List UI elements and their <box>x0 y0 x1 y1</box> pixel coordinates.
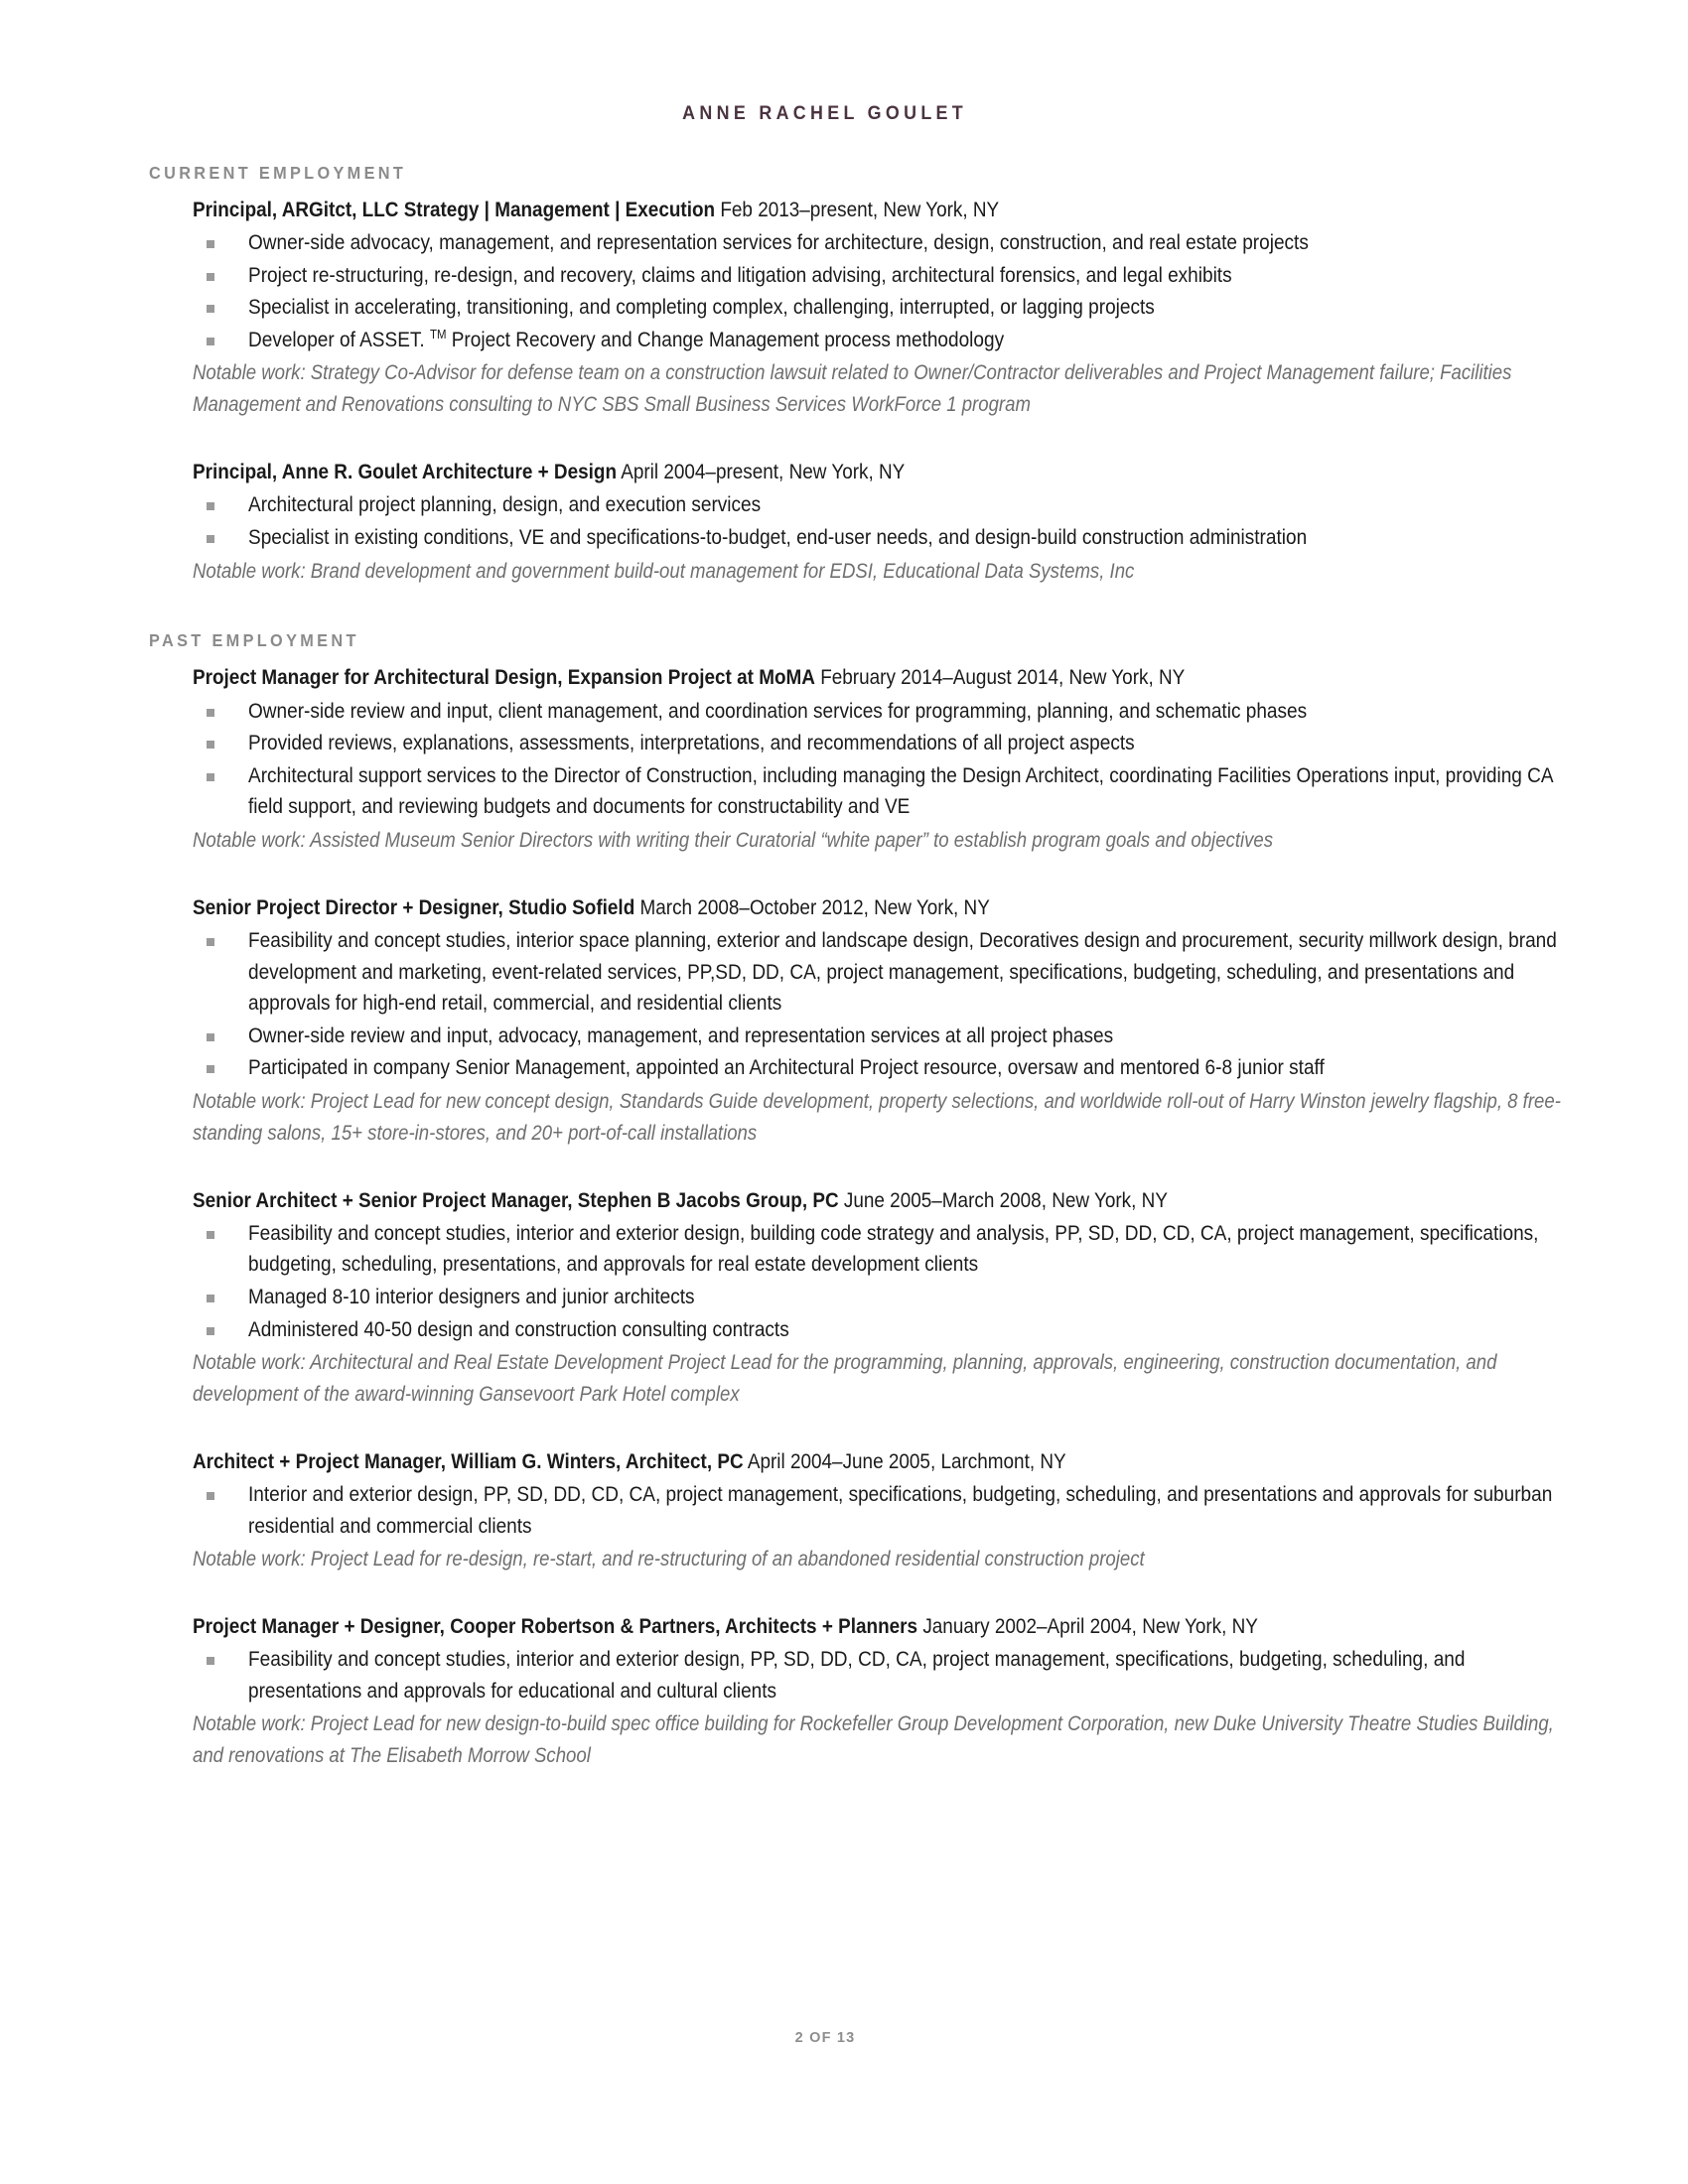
job-entry <box>193 457 1571 587</box>
bullet-text: Architectural support services to the Director of Construction, including managing the Design Architect, coordinating Facilities Operations input, providing CA field support, and reviewing budgets and documents for constructability and VE <box>248 762 1553 819</box>
job-bullet-list <box>193 1479 1571 1542</box>
job-entry <box>193 892 1571 1150</box>
bullet-text: Provided reviews, explanations, assessments, interpretations, and recommendations of all project aspects <box>248 731 1135 755</box>
bullet-text: Managed 8-10 interior designers and junior architects <box>248 1285 695 1308</box>
job-bullet-list <box>193 227 1571 355</box>
list-item <box>193 1021 1571 1052</box>
job-bullet-list <box>193 1644 1571 1706</box>
list-item <box>193 1282 1571 1313</box>
job-entry <box>193 662 1571 856</box>
list-item <box>193 1218 1571 1281</box>
notable-work: Notable work: Project Lead for new concept design, Standards Guide development, property selections, and worldwide roll-out of Harry Winston jewelry flagship, 8 free-standing salons, 15+ store-in-stores, and 20+ port-of-call installations <box>193 1089 1561 1145</box>
list-item <box>193 925 1571 1020</box>
list-item-trademark <box>193 325 1571 356</box>
bullet-text: Feasibility and concept studies, interior space planning, exterior and landscape design, Decoratives design and procurement, security millwork design, brand development and marketing, event-related services, PP,SD, DD, CA, project management, specifications, budgeting, scheduling, and presentations and approvals for high-end retail, commercial, and residential clients <box>248 927 1557 1016</box>
trademark-symbol: TM <box>429 326 447 341</box>
job-title-line <box>193 1185 1571 1215</box>
page-number: 2 OF 13 <box>794 2030 856 2046</box>
job-role: Senior Project Director + Designer, Studio Sofield <box>193 894 635 919</box>
section-spacer <box>149 587 1571 630</box>
job-bullet-list <box>193 925 1571 1084</box>
job-title-line <box>193 892 1571 922</box>
job-bullet-list <box>193 696 1571 823</box>
bullet-text: Owner-side review and input, client management, and coordination services for programming, planning, and schematic phases <box>248 698 1308 723</box>
list-item <box>193 1644 1571 1706</box>
job-meta: Feb 2013–present, New York, NY <box>715 198 1000 221</box>
bullet-text: Feasibility and concept studies, interior and exterior design, PP, SD, DD, CD, CA, project management, specifications, budgeting, scheduling, and presentations and approvals for educational and cultural clients <box>248 1647 1466 1703</box>
section-heading: CURRENT EMPLOYMENT <box>149 163 407 183</box>
bullet-text: Administered 40-50 design and construction consulting contracts <box>248 1316 789 1341</box>
section-heading: PAST EMPLOYMENT <box>149 630 359 651</box>
job-entry <box>193 1611 1571 1772</box>
job-meta: March 2008–October 2012, New York, NY <box>634 894 990 919</box>
bullet-text: Owner-side review and input, advocacy, management, and representation services at all project phases <box>248 1023 1114 1047</box>
bullet-text: Specialist in existing conditions, VE and specifications-to-budget, end-user needs, and design-build construction administration <box>248 524 1308 549</box>
bullet-text-before: Developer of ASSET. <box>248 327 430 351</box>
job-role: Project Manager for Architectural Design, Expansion Project at MoMA <box>193 665 815 690</box>
bullet-text: Architectural project planning, design, and execution services <box>248 492 762 517</box>
job-meta: April 2004–June 2005, Larchmont, NY <box>743 1449 1066 1473</box>
bullet-text: Participated in company Senior Management, appointed an Architectural Project resource, oversaw and mentored 6-8 junior staff <box>248 1055 1325 1080</box>
notable-work: Notable work: Project Lead for new design-to-build spec office building for Rockefeller Group Development Corporation, new Duke University Theatre Studies Building, and renovations at The Elisabeth Morrow School <box>193 1712 1554 1768</box>
job-title-line <box>193 195 1571 224</box>
job-title-line <box>193 1611 1571 1641</box>
job-role: Senior Architect + Senior Project Manager, Stephen B Jacobs Group, PC <box>193 1187 839 1212</box>
list-item <box>193 1052 1571 1084</box>
list-item <box>193 292 1571 324</box>
job-title-line <box>193 662 1571 692</box>
bullet-text-after: Project Recovery and Change Management process methodology <box>446 327 1005 351</box>
section-past-employment <box>149 630 1571 1772</box>
notable-work: Notable work: Architectural and Real Estate Development Project Lead for the programming, planning, approvals, engineering, construction documentation, and development of the award-winning Gansevoort Park Hotel complex <box>193 1351 1497 1407</box>
notable-work: Notable work: Project Lead for re-design, re-start, and re-structuring of an abandoned residential construction project <box>193 1548 1145 1571</box>
section-body <box>193 195 1571 587</box>
candidate-name: ANNE RACHEL GOULET <box>682 103 968 124</box>
bullet-text: Project re-structuring, re-design, and recovery, claims and litigation advising, architectural forensics, and legal exhibits <box>248 262 1232 287</box>
notable-work: Notable work: Strategy Co-Advisor for defense team on a construction lawsuit related to Owner/Contractor deliverables and Project Management failure; Facilities Management and Renovations consulting to NYC SBS Small Business Services WorkForce 1 program <box>193 361 1512 417</box>
document-footer <box>0 2029 1688 2047</box>
job-entry <box>193 1446 1571 1575</box>
bullet-text: Specialist in accelerating, transitioning, and completing complex, challenging, interrupted, or lagging projects <box>248 295 1155 320</box>
notable-work: Notable work: Assisted Museum Senior Directors with writing their Curatorial “white paper” to establish program goals and objectives <box>193 828 1274 852</box>
document-header <box>0 0 1688 125</box>
list-item <box>193 260 1571 292</box>
job-meta: June 2005–March 2008, New York, NY <box>838 1187 1168 1212</box>
job-meta: January 2002–April 2004, New York, NY <box>917 1614 1258 1639</box>
job-role: Architect + Project Manager, William G. Winters, Architect, PC <box>193 1449 744 1473</box>
job-meta: April 2004–present, New York, NY <box>617 460 906 484</box>
job-bullet-list <box>193 489 1571 553</box>
bullet-text: Owner-side advocacy, management, and representation services for architecture, design, construction, and real estate projects <box>248 230 1309 255</box>
job-meta: February 2014–August 2014, New York, NY <box>814 665 1186 690</box>
job-title-line <box>193 457 1571 486</box>
job-entry <box>193 1185 1571 1411</box>
section-current-employment <box>149 163 1571 587</box>
job-role: Project Manager + Designer, Cooper Robertson & Partners, Architects + Planners <box>193 1614 918 1639</box>
job-bullet-list <box>193 1218 1571 1345</box>
bullet-text: Feasibility and concept studies, interior and exterior design, building code strategy and analysis, PP, SD, DD, CD, CA, project management, specifications, budgeting, scheduling, presentations, and approvals for real estate development clients <box>248 1220 1539 1277</box>
list-item <box>193 696 1571 728</box>
notable-work: Notable work: Brand development and government build-out management for EDSI, Educational Data Systems, Inc <box>193 559 1135 583</box>
job-role: Principal, ARGitct, LLC Strategy | Management | Execution <box>193 198 716 221</box>
section-body <box>193 662 1571 1772</box>
list-item <box>193 489 1571 521</box>
job-entry <box>193 195 1571 421</box>
list-item <box>193 227 1571 259</box>
list-item <box>193 1314 1571 1346</box>
bullet-text <box>248 325 1571 356</box>
resume-content <box>149 163 1571 1772</box>
list-item <box>193 522 1571 554</box>
list-item <box>193 728 1571 759</box>
list-item <box>193 1479 1571 1542</box>
list-item <box>193 760 1571 823</box>
bullet-text: Interior and exterior design, PP, SD, DD, CD, CA, project management, specifications, budgeting, scheduling, and presentations and approvals for suburban residential and commercial clients <box>248 1482 1553 1538</box>
job-role: Principal, Anne R. Goulet Architecture + Design <box>193 460 618 484</box>
job-title-line <box>193 1446 1571 1476</box>
